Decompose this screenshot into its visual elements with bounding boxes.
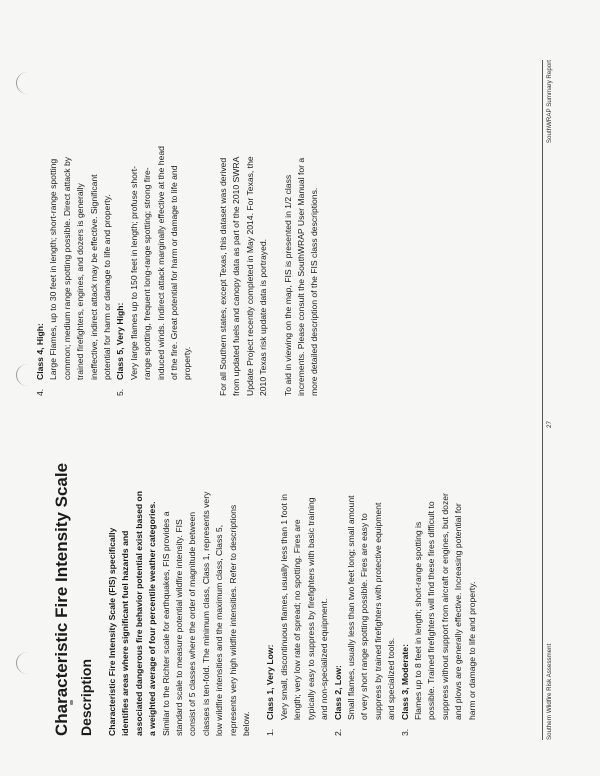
class-number: 4. bbox=[35, 388, 45, 396]
class-item-1 bbox=[264, 491, 331, 736]
class-title: Class 2, Low: bbox=[332, 665, 343, 720]
class-number: 5. bbox=[115, 388, 126, 396]
class-title: Class 5, Very High: bbox=[115, 302, 126, 380]
footer-right: SouthWRAP Summary Report bbox=[546, 60, 553, 144]
intro-paragraph bbox=[106, 491, 253, 736]
class-description: Very large flames up to 150 feet in length; profuse short-range spotting, frequent long-range spotting; strong fire-induced winds. Indirect attack marginally effective at the head of the fire. Great potential for harm or damage to life and property. bbox=[128, 146, 193, 380]
class-description: Flames up to 8 feet in length; short-range spotting is possible. Trained firefighters will find these fires difficult to suppress without support from aircraft or engines, but dozer and plows are generally effective. Increasing potential for harm or damage to life and property. bbox=[412, 493, 477, 720]
class-list-left bbox=[264, 491, 479, 736]
footer-left: Southern Wildfire Risk Assessment bbox=[546, 643, 553, 740]
texas-paragraph: For all Southern states, except Texas, this dataset was derived from updated fuels and canopy data as part of the 2010 SWRA Update Project recently completed in May 2014. For Texas, the 2010 Texas risk update data is portrayed. bbox=[217, 156, 269, 396]
intro-bold: Characteristic Fire Intensity Scale (FIS) specifically identifies areas where significant fuel hazards and associated dangerous fire behavior potential exist based on a weighted average of four percentile weather categories. bbox=[107, 491, 158, 736]
section-heading: Description bbox=[78, 658, 94, 736]
right-column bbox=[34, 146, 333, 396]
map-paragraph: To aid in viewing on the map, FIS is presented in 1/2 class increments. Please consult the SouthWRAP User Manual for a more detailed description of the FIS class descriptions. bbox=[282, 157, 320, 396]
rotated-page bbox=[0, 36, 560, 776]
class-title: Class 1, Very Low: bbox=[265, 644, 276, 720]
class-item-5 bbox=[114, 146, 194, 396]
page-title: Characteristic Fire Intensity Scale bbox=[52, 462, 71, 736]
class-item-3 bbox=[399, 491, 479, 736]
class-list-right bbox=[34, 146, 195, 396]
intro-rest: Similar to the Richter scale for earthquakes, FIS provides a standard scale to measure potential wildfire intensity. FIS consist of 5 classes where the order of magnitude between classes is ten-fold. The minimum class, Class 1, represents very low wildfire intensities and the maximum class, Class 5, represents very high wildfire intensities. Refer to descriptions below. bbox=[160, 491, 252, 736]
class-description: Very small, discontinuous flames, usually less than 1 foot in length; very low rate of spread; no spotting. Fires are typically easy to suppress by firefighters with basic training and non-specialized equipment. bbox=[278, 494, 330, 720]
class-title: Class 4, High: bbox=[35, 323, 45, 380]
page-number: 27 bbox=[546, 421, 553, 428]
class-item-2 bbox=[332, 491, 399, 736]
class-description: Small flames, usually less than two feet long; small amount of very short range spotting possible. Fires are easy to suppress by trained firefighters with protective equipment and specialized tools. bbox=[345, 495, 397, 720]
left-column bbox=[106, 491, 479, 736]
class-number: 3. bbox=[399, 728, 410, 736]
class-description: Large Flames, up to 30 feet in length; short-range spotting common; medium range spotting possible. Direct attack by trained firefighters, engines, and dozers is generally ineffective, indirect attack may be effective. Significant potential for harm or damage to life and property. bbox=[48, 156, 113, 380]
class-number: 2. bbox=[332, 728, 343, 736]
class-number: 1. bbox=[265, 728, 276, 736]
class-title: Class 3, Moderate: bbox=[399, 644, 410, 720]
page-footer bbox=[542, 60, 557, 740]
class-item-4 bbox=[34, 146, 114, 396]
